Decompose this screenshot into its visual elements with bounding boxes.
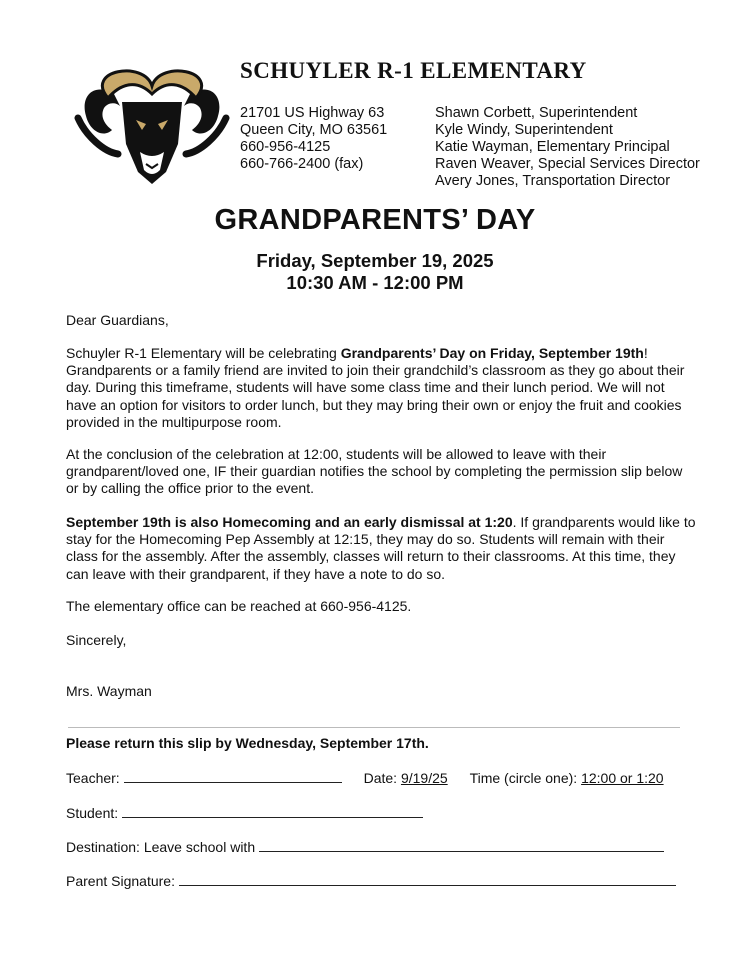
intro-text: Schuyler R-1 Elementary will be celebrating — [66, 345, 341, 361]
event-datetime — [0, 250, 750, 294]
staff-line: Kyle Windy, Superintendent — [435, 122, 613, 138]
student-label: Student: — [66, 805, 119, 821]
destination-field[interactable] — [259, 836, 664, 852]
parent-signature-field[interactable] — [179, 870, 676, 886]
staff-line: Shawn Corbett, Superintendent — [435, 105, 638, 121]
teacher-field[interactable] — [124, 767, 342, 783]
slip-row-destination — [66, 836, 664, 855]
greeting: Dear Guardians, — [66, 312, 169, 328]
signature-name: Mrs. Wayman — [66, 683, 152, 699]
address-line: Queen City, MO 63561 — [240, 122, 388, 138]
staff-line: Avery Jones, Transportation Director — [435, 173, 671, 189]
event-date: Friday, September 19, 2025 — [256, 250, 494, 271]
address-line: 21701 US Highway 63 — [240, 105, 385, 121]
intro-text-continued: ! Grandparents or a family friend are invited to join their grandchild’s classroom as they go about their day. During this timeframe, students will have some class time and their lunch period. We will not have an option for visitors to order lunch, but they may bring their own or enjoy the fruit and cookies provided in the multipurpose room. — [66, 345, 685, 430]
slip-row-teacher-date-time — [66, 767, 664, 786]
student-field[interactable] — [122, 802, 423, 818]
school-address — [240, 105, 387, 173]
staff-line: Katie Wayman, Elementary Principal — [435, 139, 670, 155]
school-name: SCHUYLER R-1 ELEMENTARY — [240, 58, 587, 83]
ram-mascot-icon — [74, 60, 230, 188]
paragraph-contact: The elementary office can be reached at 660-956-4125. — [66, 598, 412, 614]
time-options[interactable]: 12:00 or 1:20 — [581, 770, 664, 786]
event-title: GRANDPARENTS’ DAY — [214, 204, 536, 236]
date-value: 9/19/25 — [400, 770, 448, 786]
date-label: Date: — [363, 770, 398, 786]
teacher-label: Teacher: — [66, 770, 120, 786]
slip-title: Please return this slip by Wednesday, September 17th. — [66, 735, 429, 751]
fax-number: 660-766-2400 (fax) — [240, 156, 364, 172]
slip-row-signature — [66, 870, 676, 889]
paragraph-intro — [66, 345, 696, 431]
intro-highlight: Grandparents’ Day on Friday, September 19th — [340, 345, 644, 361]
parent-signature-label: Parent Signature: — [66, 873, 175, 889]
closing: Sincerely, — [66, 632, 127, 648]
time-label: Time (circle one): — [469, 770, 578, 786]
staff-list — [435, 105, 700, 190]
cut-line-divider — [68, 727, 680, 728]
homecoming-text: . If grandparents would like to stay for the Homecoming Pep Assembly at 12:15, they may do so. Students will remain with their class for the assembly. After the assembly, classes will return to their classrooms. At this time, they can leave with their grandparent, if they have a note to do so. — [66, 514, 696, 582]
paragraph-dismissal: At the conclusion of the celebration at 12:00, students will be allowed to leave with their grandparent/loved one, IF their guardian notifies the school by completing the permission slip below or by calling the office prior to the event. — [66, 446, 683, 497]
event-time: 10:30 AM - 12:00 PM — [286, 272, 464, 293]
staff-line: Raven Weaver, Special Services Director — [435, 156, 700, 172]
homecoming-highlight: September 19th is also Homecoming and an early dismissal at 1:20 — [66, 514, 513, 530]
phone-number: 660-956-4125 — [240, 139, 331, 155]
destination-label: Destination: Leave school with — [66, 839, 256, 855]
slip-row-student — [66, 802, 423, 821]
paragraph-homecoming — [66, 514, 696, 583]
